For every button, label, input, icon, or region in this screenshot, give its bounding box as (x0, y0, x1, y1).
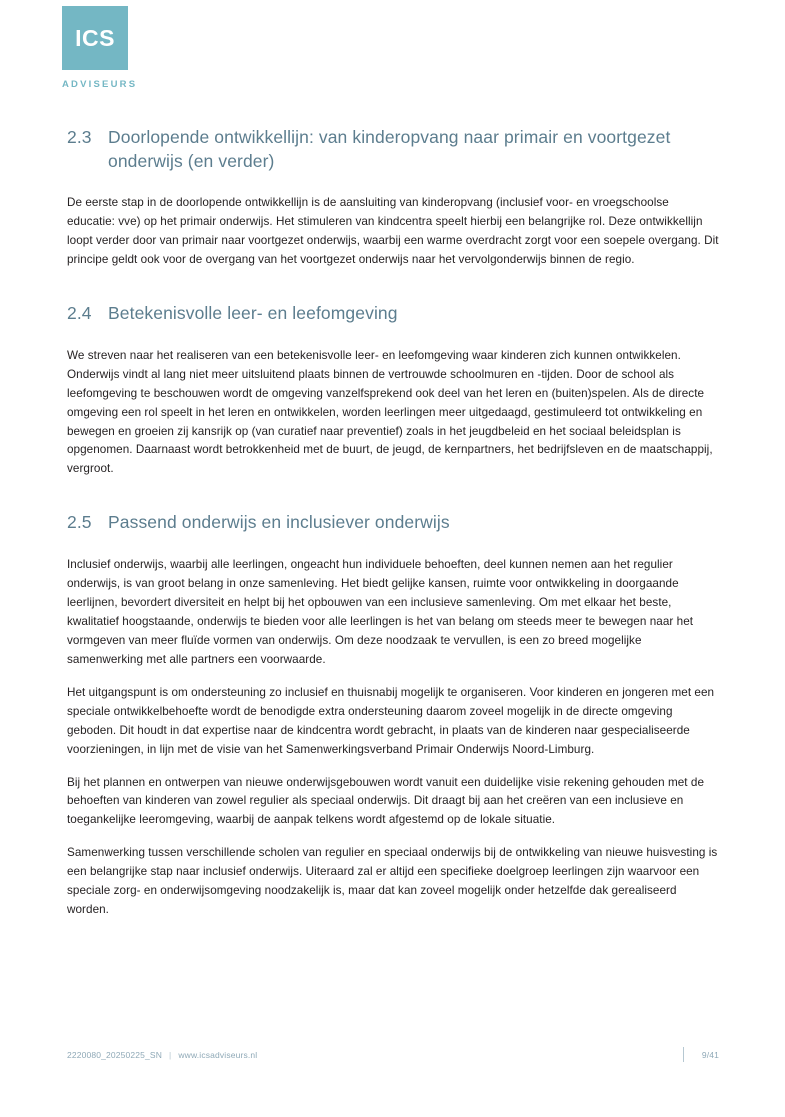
section-heading-2-3 (67, 126, 719, 173)
logo-mark-text: ICS (75, 24, 115, 51)
section-title-2-5: Passend onderwijs en inclusiever onderwijs (108, 512, 450, 533)
ics-logo-mark (62, 6, 128, 70)
logo-subtitle: ADVISEURS (62, 79, 138, 90)
document-content (67, 126, 719, 920)
paragraph-2-4-1: We streven naar het realiseren van een betekenisvolle leer- en leefomgeving waar kinderen zich kunnen ontwikkelen. Onderwijs vindt al lang niet meer uitsluitend plaats binnen de vertrouwde schoolmuren en -tijden. Door de school als leefomgeving te beschouwen wordt de omgeving vanzelfsprekend ook deel van het leren en (buiten)spelen. Als de directe omgeving een rol speelt in het leren en ontwikkelen, worden leerlingen meer uitgedaagd, gestimuleerd tot ontwikkeling en bewegen en groeien zij kansrijk op (van curatief naar preventief) zoals in het jeugdbeleid en het sociaal beleidsplan is opgenomen. Daarnaast wordt betrokkenheid met de buurt, de jeugd, de kernpartners, het bedrijfsleven en de maatschappij, vergroot. (67, 348, 713, 476)
section-title-2-3: Doorlopende ontwikkellijn: van kinderopvang naar primair en voortgezet onderwijs (en verder) (108, 127, 671, 171)
section-heading-2-5 (67, 511, 719, 535)
footer-document-id: 2220080_20250225_SN (67, 1049, 163, 1060)
section-title-2-4: Betekenisvolle leer- en leefomgeving (108, 303, 398, 324)
section-heading-2-4 (67, 302, 719, 326)
paragraph-2-5-4: Samenwerking tussen verschillende scholen van regulier en speciaal onderwijs bij de ontwikkeling van nieuwe huisvesting is een belangrijke stap naar inclusief onderwijs. Uiteraard zal er altijd een specifieke doelgroep leerlingen zijn waarvoor een speciale zorg- en onderwijsomgeving noodzakelijk is, maar dat kan zoveel mogelijk onder hetzelfde dak gerealiseerd worden. (67, 846, 718, 917)
footer-left (67, 1050, 257, 1060)
paragraph-2-5-1: Inclusief onderwijs, waarbij alle leerlingen, ongeacht hun individuele behoeften, deel kunnen nemen aan het regulier onderwijs, is van groot belang in onze samenleving. Het biedt gelijke kansen, ruimte voor ontwikkeling in doorgaande leerlijnen, bevordert diversiteit en helpt bij het opbouwen van een inclusieve samenleving. Om met elkaar het beste, kwalitatief hoogstaande, onderwijs te bieden voor alle leerlingen is het van belang om steeds meer te bewegen naar het vormgeven van meer fluïde vormen van onderwijs. Om deze noodzaak te vervullen, is een zo breed mogelijke samenwerking met alle partners een voorwaarde. (67, 557, 694, 666)
page-footer (67, 1047, 719, 1062)
footer-divider-icon (683, 1047, 684, 1062)
footer-website-link[interactable]: www.icsadviseurs.nl (178, 1049, 258, 1060)
paragraph-2-5-3: Bij het plannen en ontwerpen van nieuwe onderwijsgebouwen wordt vanuit een duidelijke visie rekening gehouden met de behoeften van kinderen van zowel regulier als speciaal onderwijs. Dit draagt bij aan het creëren van een inclusieve en toegankelijke leeromgeving, waarbij de aanpak telkens wordt afgestemd op de lokale situatie. (67, 775, 705, 827)
section-number-2-3: 2.3 (67, 127, 92, 147)
footer-separator: | (169, 1049, 172, 1060)
logo-block (62, 6, 262, 90)
section-number-2-4: 2.4 (67, 303, 92, 324)
paragraph-2-3-1: De eerste stap in de doorlopende ontwikkellijn is de aansluiting van kinderopvang (inclusief voor- en vroegschoolse educatie: vve) op het primair onderwijs. Het stimuleren van kindcentra speelt hierbij een belangrijke rol. Deze ontwikkellijn loopt verder door van primair naar voortgezet onderwijs, waarbij een warme overdracht zorgt voor een soepele overgang. Dit principe geldt ook voor de overgang van het voortgezet onderwijs naar het vervolgonderwijs binnen de regio. (67, 196, 719, 267)
footer-right (683, 1047, 719, 1062)
paragraph-2-5-2: Het uitgangspunt is om ondersteuning zo inclusief en thuisnabij mogelijk te organiseren. Voor kinderen en jongeren met een speciale ontwikkelbehoefte wordt de benodigde extra ondersteuning daarom zoveel mogelijk in de directe omgeving geboden. Dit houdt in dat expertise naar de kindcentra wordt gebracht, in plaats van de kinderen naar gespecialiseerde voorzieningen, in lijn met de visie van het Samenwerkingsverband Primair Onderwijs Noord-Limburg. (67, 685, 715, 756)
section-number-2-5: 2.5 (67, 512, 92, 533)
footer-page-number: 9/41 (701, 1049, 719, 1060)
